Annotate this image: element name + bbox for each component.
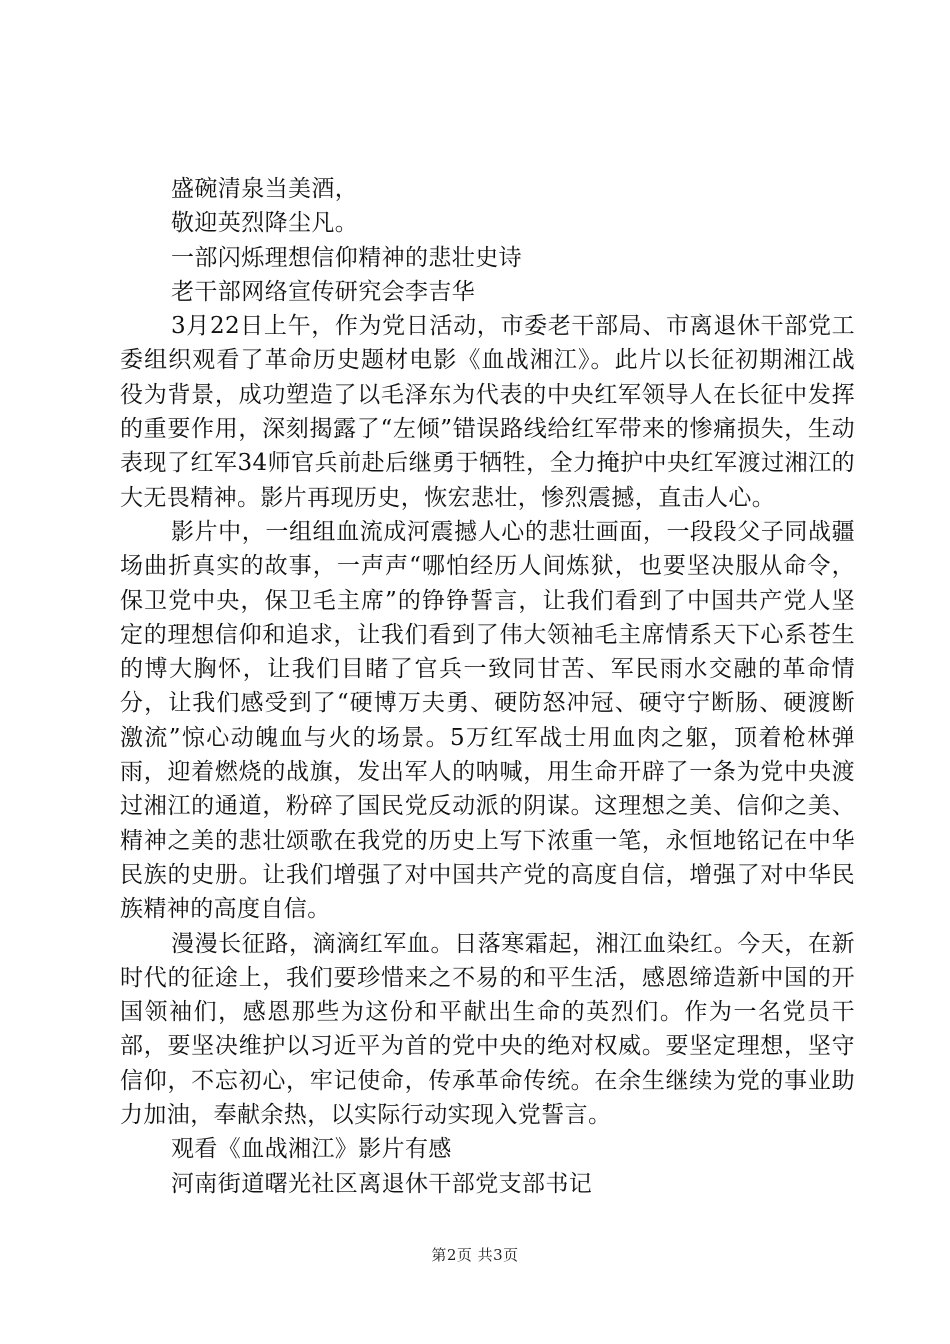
page-indicator: 第2页 共3页 (431, 1246, 519, 1264)
body-paragraph: 3月22日上午，作为党日活动，市委老干部局、市离退休干部党工委组织观看了革命历史题材电影《血战湘江》。此片以长征初期湘江战役为背景，成功塑造了以毛泽东为代表的中央红军领导人在长征中发挥的重要作用，深刻揭露了“左倾”错误路线给红军带来的惨痛损失，生动表现了红军34师官兵前赴后继勇于牺牲，全力掩护中央红军渡过湘江的大无畏精神。影片再现历史，恢宏悲壮，惨烈震撼，直击人心。 (120, 313, 855, 511)
poem-line: 盛碗清泉当美酒， (171, 176, 359, 202)
document-body (120, 172, 855, 1201)
article-title: 观看《血战湘江》影片有感 (171, 1136, 452, 1163)
article-title: 一部闪烁理想信仰精神的悲壮史诗 (171, 244, 522, 271)
article-author: 河南街道曙光社区离退休干部党支部书记 (171, 1170, 593, 1197)
body-paragraph: 影片中，一组组血流成河震撼人心的悲壮画面，一段段父子同战疆场曲折真实的故事，一声声“哪怕经历人间炼狱，也要坚决服从命令，保卫党中央，保卫毛主席”的铮铮誓言，让我们看到了中国共产党人坚定的理想信仰和追求，让我们看到了伟大领袖毛主席情系天下心系苍生的博大胸怀，让我们目睹了官兵一致同甘苦、军民雨水交融的革命情分，让我们感受到了“硬博万夫勇、硬防怒冲冠、硬守宁断肠、硬渡断激流”惊心动魄血与火的场景。5万红军战士用血肉之躯，顶着枪林弹雨，迎着燃烧的战旗，发出军人的呐喊，用生命开辟了一条为党中央渡过湘江的通道，粉碎了国民党反动派的阴谋。这理想之美、信仰之美、精神之美的悲壮颂歌在我党的历史上写下浓重一笔，永恒地铭记在中华民族的史册。让我们增强了对中国共产党的高度自信，增强了对中华民族精神的高度自信。 (120, 518, 855, 923)
body-paragraph: 漫漫长征路，滴滴红军血。日落寒霜起，湘江血染红。今天，在新时代的征途上，我们要珍惜来之不易的和平生活，感恩缔造新中国的开国领袖们，感恩那些为这份和平献出生命的英烈们。作为一名党员干部，要坚决维护以习近平为首的党中央的绝对权威。要坚定理想，坚守信仰，不忘初心，牢记使命，传承革命传统。在余生继续为党的事业助力加油，奉献余热，以实际行动实现入党誓言。 (120, 930, 855, 1129)
poem-line: 敬迎英烈降尘凡。 (171, 210, 359, 237)
article-author: 老干部网络宣传研究会李吉华 (171, 278, 476, 305)
